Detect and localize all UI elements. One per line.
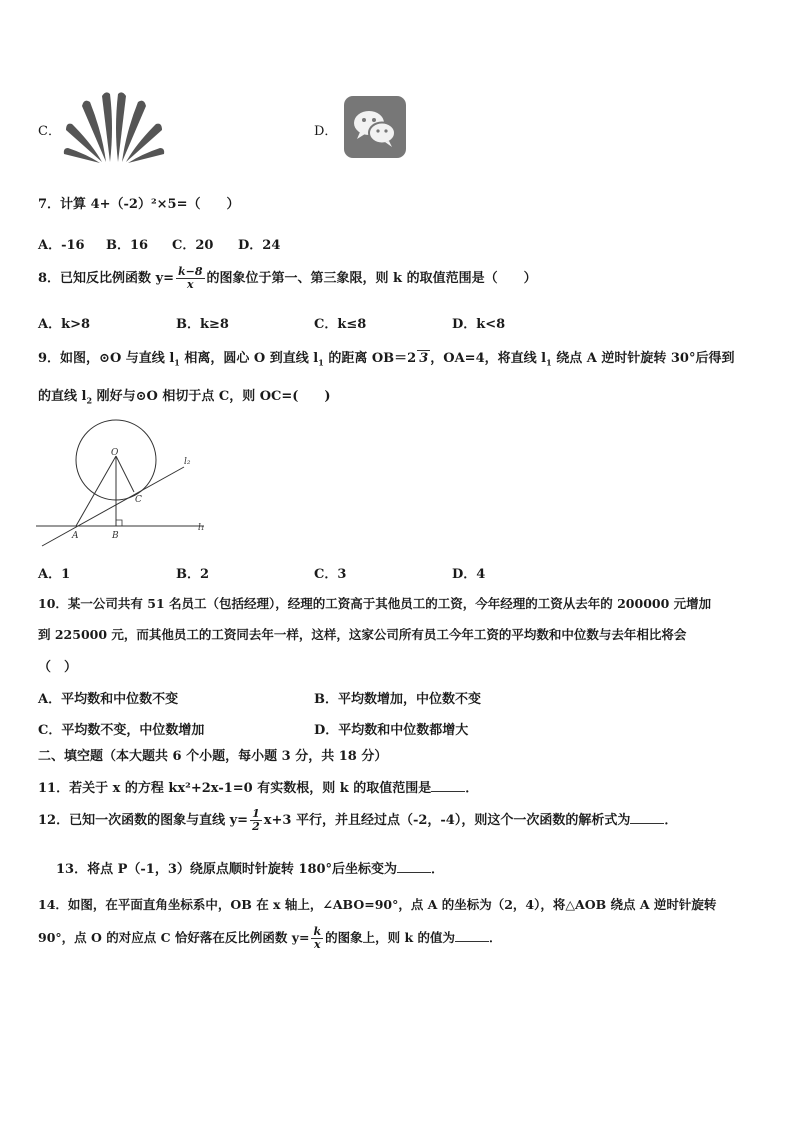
q14-text-post: 的图象上，则 k 的值为 bbox=[325, 930, 455, 945]
q9-option-a: A．1 bbox=[38, 567, 71, 582]
q9-text: 的直线 l bbox=[38, 389, 87, 404]
q14-frac-den: x bbox=[314, 938, 321, 951]
q9-text: 9．如图，⊙O 与直线 l bbox=[38, 351, 175, 366]
q9-option-d: D．4 bbox=[452, 567, 486, 582]
q9-line1 bbox=[38, 347, 734, 368]
q8-stem-pre: 8．已知反比例函数 y= bbox=[38, 271, 175, 286]
q8-option-b: B．k≥8 bbox=[176, 317, 229, 332]
answer-blank bbox=[630, 811, 664, 824]
q11 bbox=[38, 777, 478, 796]
q9-text: ，OA=4，将直线 l bbox=[430, 351, 547, 366]
q12-frac-den: 2 bbox=[252, 820, 260, 833]
q9-text: 绕点 A 逆时针旋转 30°后得到 bbox=[551, 351, 735, 366]
chat-logo-icon bbox=[344, 96, 406, 158]
q13 bbox=[56, 858, 444, 877]
q8-frac-den: x bbox=[187, 278, 194, 291]
q10-option-a: A．平均数和中位数不变 bbox=[38, 692, 179, 707]
q14-fraction bbox=[311, 926, 323, 951]
q12-text-post: x+3 平行，并且经过点（-2，-4），则这个一次函数的解析式为 bbox=[263, 813, 631, 828]
sqrt-symbol: 3 bbox=[419, 351, 429, 366]
q13-text: 13．将点 P（-1，3）绕原点顺时针旋转 180°后坐标变为 bbox=[56, 862, 398, 877]
q10-line2: 到 225000 元，而其他员工的工资同去年一样，这样，这家公司所有员工今年工资的平均数和中位数与去年相比将会 bbox=[38, 627, 687, 642]
q8-option-a: A．k>8 bbox=[38, 317, 91, 332]
answer-blank bbox=[431, 779, 465, 792]
subscript: 1 bbox=[546, 357, 552, 368]
q10-line1: 10．某一公司共有 51 名员工（包括经理），经理的工资高于其他员工的工资，今年经理的工资从去年的 200000 元增加 bbox=[38, 596, 712, 611]
q7-option-b: B．16 bbox=[106, 238, 149, 253]
q7-option-d: D．24 bbox=[238, 238, 281, 253]
q14-line2 bbox=[38, 926, 502, 951]
q9-text: 刚好与⊙O 相切于点 C，则 OC=( ) bbox=[92, 389, 331, 404]
label-l2: l₂ bbox=[184, 457, 191, 467]
q8-stem bbox=[38, 266, 537, 291]
q9-text: 的距离 OB＝2 bbox=[323, 351, 417, 366]
answer-blank bbox=[397, 860, 431, 873]
q12 bbox=[38, 808, 677, 833]
q8-option-c: C．k≤8 bbox=[314, 317, 367, 332]
segment-oc bbox=[116, 456, 134, 492]
q10-option-c: C．平均数不变，中位数增加 bbox=[38, 723, 205, 738]
option-c-label: C． bbox=[38, 124, 61, 139]
q8-fraction bbox=[176, 266, 205, 291]
q12-text: 12．已知一次函数的图象与直线 y= bbox=[38, 813, 249, 828]
label-c: C bbox=[135, 495, 142, 505]
answer-blank bbox=[455, 929, 489, 942]
logo-petal bbox=[64, 148, 100, 163]
q7-stem: 7．计算 4+（-2）²×5=（ ） bbox=[38, 197, 240, 212]
q14-text: 90°，点 O 的对应点 C 恰好落在反比例函数 y= bbox=[38, 930, 310, 945]
q13-end: ． bbox=[431, 862, 445, 877]
q12-fraction bbox=[250, 808, 262, 833]
label-o: O bbox=[111, 448, 119, 458]
q9-text: 相离，圆心 O 到直线 l bbox=[179, 351, 319, 366]
petal-logo-icon bbox=[62, 88, 166, 164]
q8-frac-num: k−8 bbox=[178, 265, 203, 278]
q7-option-a: A．-16 bbox=[38, 238, 85, 253]
q10-option-d: D．平均数和中位数都增大 bbox=[314, 723, 469, 738]
label-l1: l₁ bbox=[198, 523, 205, 533]
section-heading: 二、填空题（本大题共 6 个小题，每小题 3 分，共 18 分） bbox=[38, 749, 388, 764]
q7-option-c: C．20 bbox=[172, 238, 214, 253]
q8-stem-post: 的图象位于第一、第三象限，则 k 的取值范围是（ ） bbox=[206, 271, 537, 286]
q11-end: ． bbox=[465, 781, 479, 796]
label-b: B bbox=[112, 531, 119, 541]
q9-option-b: B．2 bbox=[176, 567, 210, 582]
subscript: 1 bbox=[174, 357, 180, 368]
label-a: A bbox=[72, 531, 79, 541]
q9-line2 bbox=[38, 385, 331, 406]
option-d-label: D． bbox=[314, 124, 338, 139]
q8-option-d: D．k<8 bbox=[452, 317, 506, 332]
q10-option-b: B．平均数增加，中位数不变 bbox=[314, 692, 481, 707]
q9-option-c: C．3 bbox=[314, 567, 347, 582]
q14-end: ． bbox=[488, 930, 502, 945]
q12-end: ． bbox=[664, 813, 678, 828]
logo-petal bbox=[128, 148, 164, 163]
q9-figure bbox=[34, 412, 214, 550]
q14-frac-num: k bbox=[313, 925, 322, 938]
q14-line1: 14．如图，在平面直角坐标系中，OB 在 x 轴上，∠ABO=90°，点 A 的坐标为（2，4），将△AOB 绕点 A 逆时针旋转 bbox=[38, 897, 717, 912]
q12-frac-num: 1 bbox=[252, 807, 260, 820]
right-angle-mark bbox=[116, 520, 122, 526]
subscript: 2 bbox=[86, 395, 93, 406]
q10-line3: （ ） bbox=[38, 660, 78, 675]
q11-text: 11．若关于 x 的方程 kx²+2x-1=0 有实数根，则 k 的取值范围是 bbox=[38, 781, 432, 796]
subscript: 1 bbox=[318, 357, 324, 368]
